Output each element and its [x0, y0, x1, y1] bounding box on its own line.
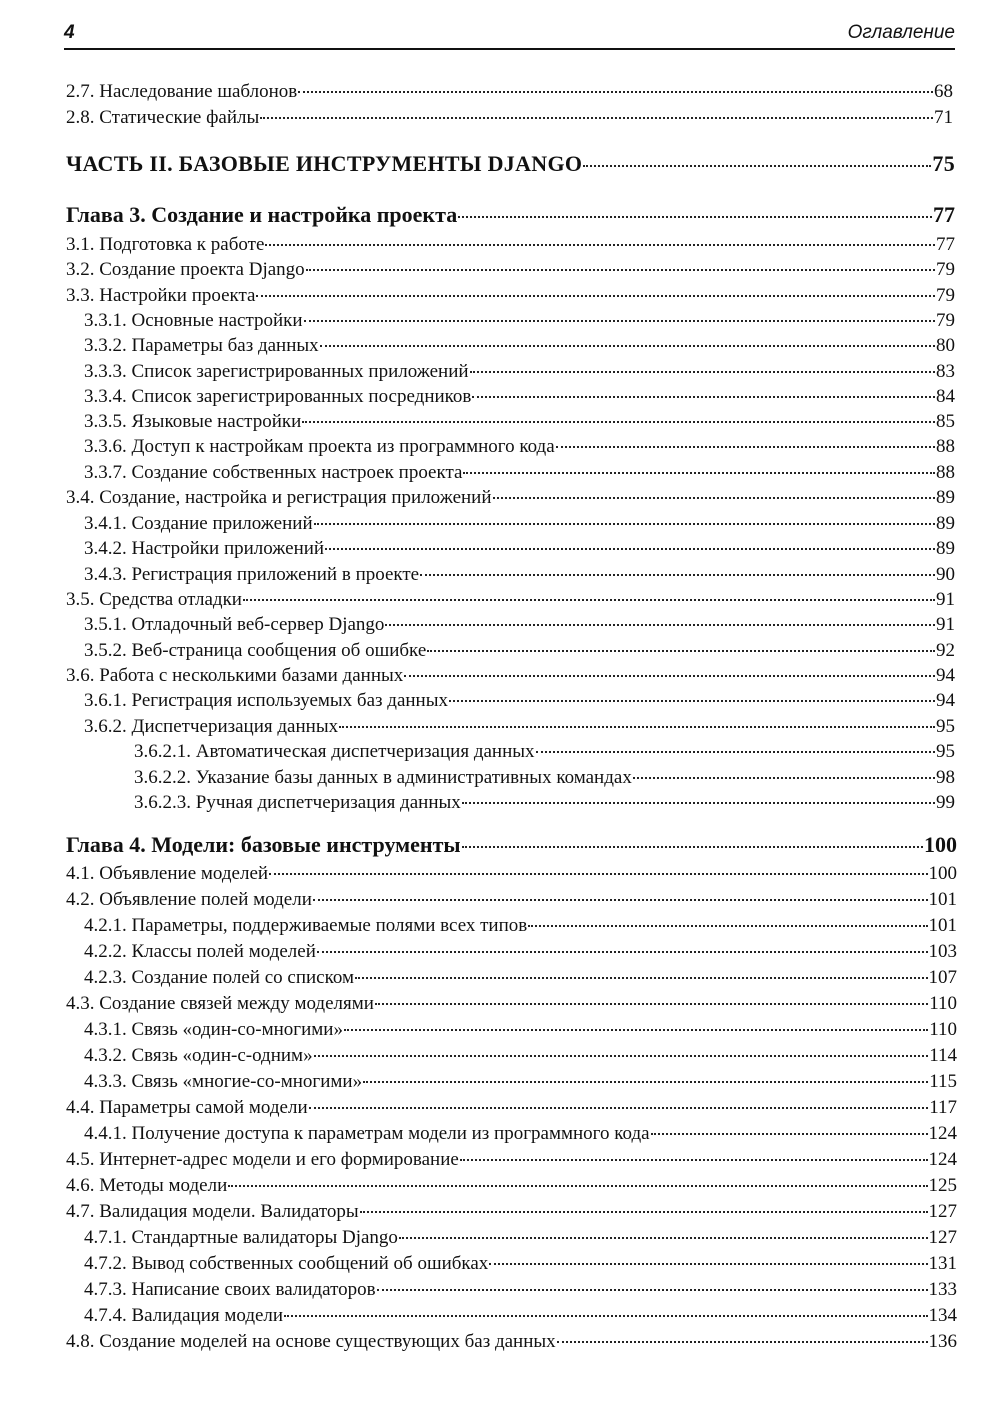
toc-entry: 3.3.7. Создание собственных настроек проекта 88 [84, 462, 955, 483]
toc-entry: 4.7.3. Написание своих валидаторов 133 [84, 1279, 957, 1300]
toc-entry: 3.1. Подготовка к работе 77 [66, 234, 955, 255]
toc-chapter-heading: Глава 4. Модели: базовые инструменты 100 [66, 832, 957, 857]
toc-entry: 4.5. Интернет-адрес модели и его формирование 124 [66, 1149, 957, 1170]
toc-entry: 4.2.2. Классы полей моделей 103 [84, 941, 957, 962]
toc-entry: 3.5.2. Веб-страница сообщения об ошибке 92 [84, 640, 955, 661]
toc-entry: 3.3.6. Доступ к настройкам проекта из программного кода 88 [84, 436, 955, 457]
toc-part-heading: ЧАСТЬ II. БАЗОВЫЕ ИНСТРУМЕНТЫ DJANGO 75 [66, 151, 955, 176]
toc-entry: 3.6.2.3. Ручная диспетчеризация данных 99 [134, 792, 955, 813]
toc-entry: 3.6. Работа с несколькими базами данных 94 [66, 665, 955, 686]
toc-entry: 3.3.1. Основные настройки 79 [84, 310, 955, 331]
running-title: Оглавление [847, 22, 955, 43]
toc-entry: 4.3.1. Связь «один-со-многими» 110 [84, 1019, 957, 1040]
toc-entry: 4.8. Создание моделей на основе существующих баз данных 136 [66, 1331, 957, 1352]
toc-entry: 3.6.2. Диспетчеризация данных 95 [84, 716, 955, 737]
toc-entry: 4.4.1. Получение доступа к параметрам модели из программного кода 124 [84, 1123, 957, 1144]
toc-entry: 4.7.1. Стандартные валидаторы Django 127 [84, 1227, 957, 1248]
toc-entry: 4.3. Создание связей между моделями 110 [66, 993, 957, 1014]
toc-entry: 4.6. Методы модели 125 [66, 1175, 957, 1196]
toc-entry: 2.8. Статические файлы 71 [66, 107, 953, 128]
toc-entry: 4.7. Валидация модели. Валидаторы 127 [66, 1201, 957, 1222]
toc-entry: 3.4.3. Регистрация приложений в проекте 90 [84, 564, 955, 585]
toc-entry: 3.6.2.1. Автоматическая диспетчеризация данных 95 [134, 741, 955, 762]
toc-chapter-heading: Глава 3. Создание и настройка проекта 77 [66, 202, 955, 227]
page-number: 4 [64, 22, 75, 43]
toc-entry: 2.7. Наследование шаблонов 68 [66, 81, 953, 102]
toc-entry: 3.6.1. Регистрация используемых баз данных 94 [84, 690, 955, 711]
toc-entry: 4.2.1. Параметры, поддерживаемые полями всех типов 101 [84, 915, 957, 936]
toc-entry: 4.3.2. Связь «один-с-одним» 114 [84, 1045, 957, 1066]
toc-entry: 3.4. Создание, настройка и регистрация приложений 89 [66, 487, 955, 508]
toc-entry: 3.3.2. Параметры баз данных 80 [84, 335, 955, 356]
toc-entry: 3.3.5. Языковые настройки 85 [84, 411, 955, 432]
toc-entry: 3.4.2. Настройки приложений 89 [84, 538, 955, 559]
toc-entry: 3.4.1. Создание приложений 89 [84, 513, 955, 534]
toc-entry: 3.6.2.2. Указание базы данных в административных командах 98 [134, 767, 955, 788]
toc-entry: 3.3.4. Список зарегистрированных посредников 84 [84, 386, 955, 407]
toc-entry: 3.5. Средства отладки 91 [66, 589, 955, 610]
toc-entry: 4.2.3. Создание полей со списком 107 [84, 967, 957, 988]
toc-entry: 3.3. Настройки проекта 79 [66, 285, 955, 306]
toc-entry: 3.3.3. Список зарегистрированных приложений 83 [84, 361, 955, 382]
toc-entry: 4.4. Параметры самой модели 117 [66, 1097, 957, 1118]
toc-entry: 4.3.3. Связь «многие-со-многими» 115 [84, 1071, 957, 1092]
toc-entry: 3.2. Создание проекта Django 79 [66, 259, 955, 280]
toc-entry: 3.5.1. Отладочный веб-сервер Django 91 [84, 614, 955, 635]
toc-entry: 4.7.2. Вывод собственных сообщений об ошибках 131 [84, 1253, 957, 1274]
page-header [64, 20, 955, 50]
toc-entry: 4.2. Объявление полей модели 101 [66, 889, 957, 910]
toc-entry: 4.7.4. Валидация модели 134 [84, 1305, 957, 1326]
toc-entry: 4.1. Объявление моделей 100 [66, 863, 957, 884]
